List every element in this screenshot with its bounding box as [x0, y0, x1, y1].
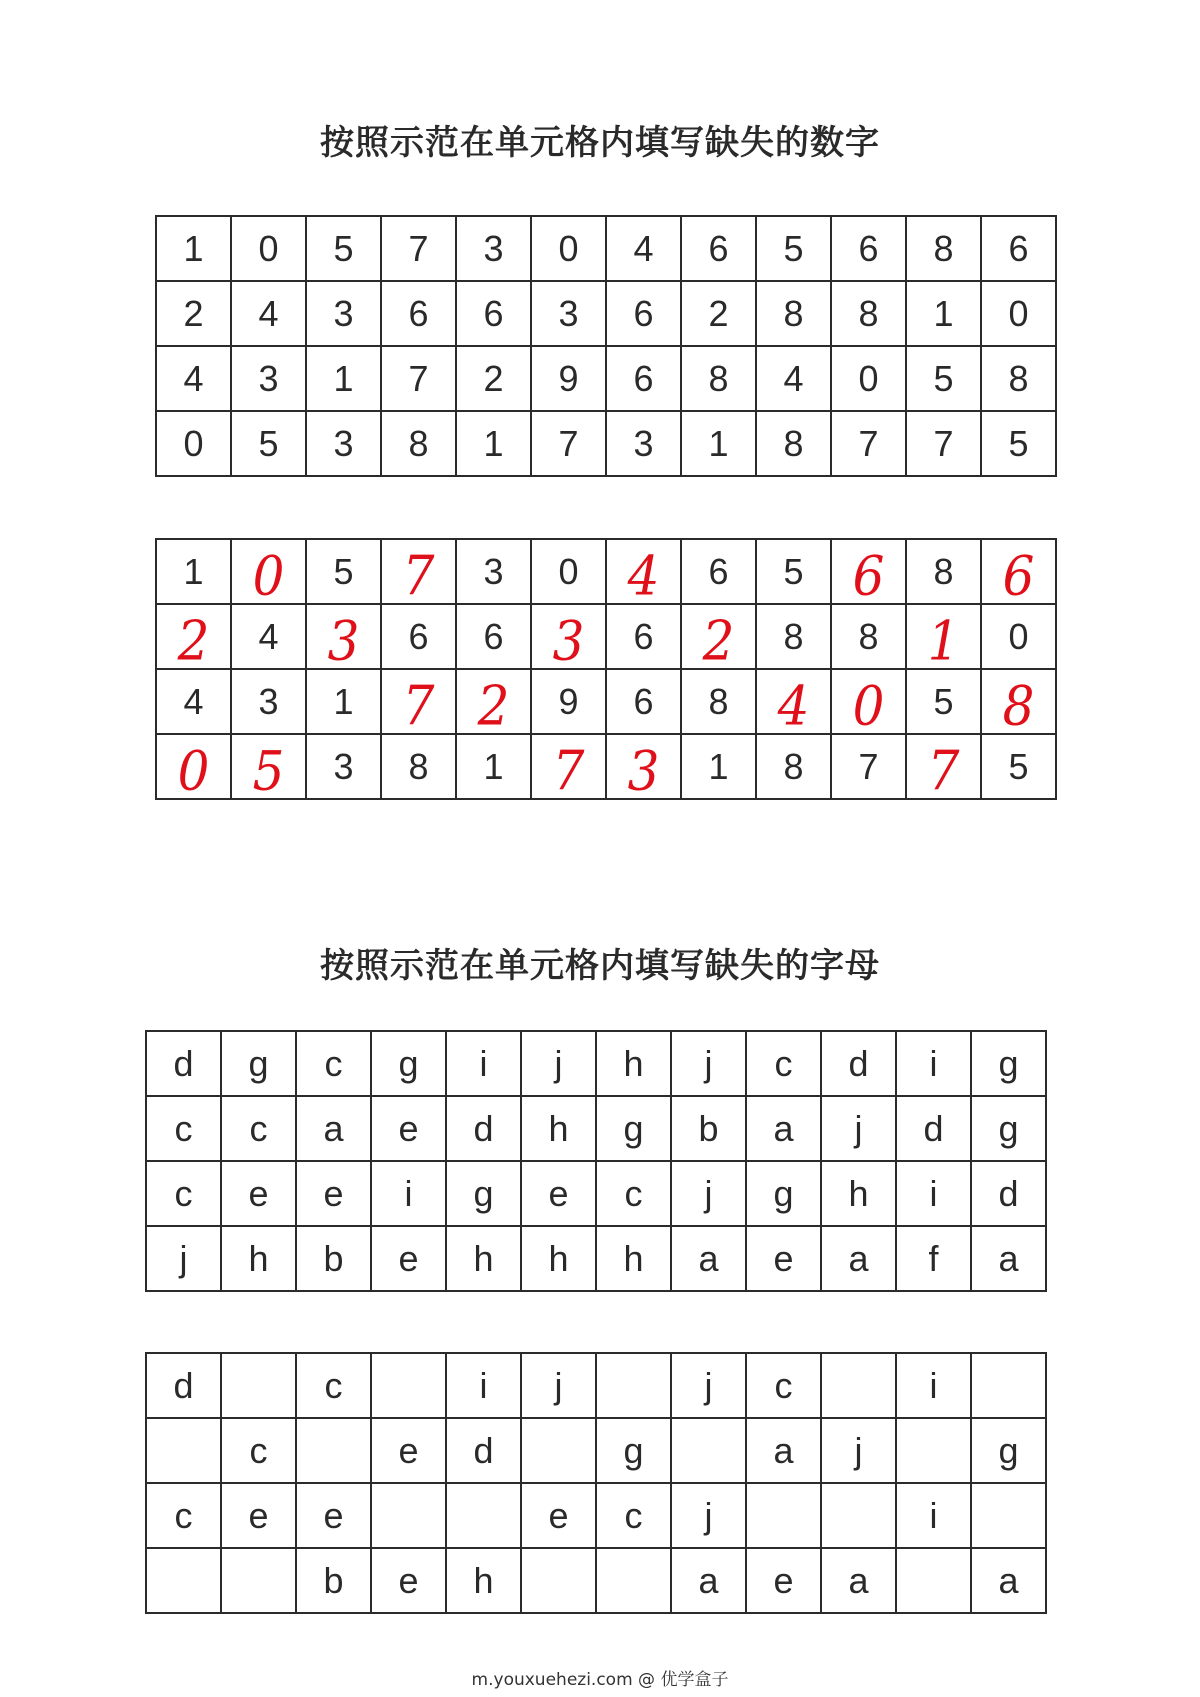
letters-example-grid — [145, 1030, 1047, 1292]
grid-cell: a — [746, 1096, 821, 1161]
grid-cell — [231, 734, 306, 802]
grid-cell: 4 — [231, 281, 306, 346]
grid-cell — [756, 669, 831, 737]
grid-cell: 8 — [756, 734, 831, 799]
grid-cell: 5 — [906, 346, 981, 411]
grid-cell: g — [971, 1031, 1046, 1096]
grid-cell: i — [371, 1161, 446, 1226]
grid-cell: 1 — [156, 539, 231, 604]
grid-cell: j — [821, 1418, 896, 1483]
grid-cell — [156, 604, 231, 672]
grid-cell: 3 — [606, 411, 681, 476]
grid-cell — [146, 1418, 221, 1483]
grid-cell: 0 — [831, 346, 906, 411]
grid-cell — [146, 1548, 221, 1613]
grid-cell: 7 — [906, 411, 981, 476]
grid-cell: 8 — [756, 281, 831, 346]
grid-cell: 4 — [606, 216, 681, 281]
grid-cell: d — [971, 1161, 1046, 1226]
grid-cell — [821, 1483, 896, 1548]
grid-cell: e — [371, 1226, 446, 1291]
grid-cell: j — [671, 1031, 746, 1096]
grid-cell — [231, 539, 306, 607]
grid-cell: 8 — [831, 604, 906, 669]
grid-cell: 8 — [381, 734, 456, 799]
grid-cell: 8 — [981, 346, 1056, 411]
grid-cell: 6 — [606, 669, 681, 734]
grid-cell — [981, 669, 1056, 737]
grid-cell — [831, 669, 906, 737]
grid-cell: c — [296, 1353, 371, 1418]
grid-cell: g — [446, 1161, 521, 1226]
grid-cell: b — [296, 1226, 371, 1291]
grid-cell: 0 — [531, 216, 606, 281]
grid-cell: d — [146, 1353, 221, 1418]
grid-cell: 1 — [306, 346, 381, 411]
grid-cell: i — [446, 1353, 521, 1418]
grid-cell: 3 — [231, 346, 306, 411]
letters-exercise-grid — [145, 1352, 1047, 1614]
grid-cell: 1 — [681, 411, 756, 476]
grid-cell: c — [146, 1161, 221, 1226]
numbers-example-row — [156, 411, 1056, 476]
grid-cell: c — [146, 1483, 221, 1548]
grid-cell: 1 — [456, 411, 531, 476]
handwritten-answer: 7 — [927, 739, 960, 802]
grid-cell — [296, 1418, 371, 1483]
handwritten-answer: 4 — [627, 544, 660, 607]
grid-cell: h — [521, 1226, 596, 1291]
grid-cell — [521, 1548, 596, 1613]
grid-cell — [531, 604, 606, 672]
grid-cell — [831, 539, 906, 607]
grid-cell: 8 — [756, 604, 831, 669]
grid-cell: 3 — [306, 411, 381, 476]
grid-cell: 7 — [831, 411, 906, 476]
grid-cell: j — [671, 1353, 746, 1418]
grid-cell: c — [221, 1096, 296, 1161]
grid-cell — [521, 1418, 596, 1483]
grid-cell: j — [671, 1483, 746, 1548]
grid-cell — [606, 539, 681, 607]
grid-cell — [596, 1548, 671, 1613]
grid-cell: g — [746, 1161, 821, 1226]
grid-cell: f — [896, 1226, 971, 1291]
numbers-exercise-row — [156, 734, 1056, 799]
grid-cell: 2 — [456, 346, 531, 411]
grid-cell: g — [371, 1031, 446, 1096]
handwritten-answer: 5 — [252, 739, 285, 802]
grid-cell: j — [521, 1353, 596, 1418]
handwritten-answer: 0 — [852, 674, 885, 737]
grid-cell: 9 — [531, 669, 606, 734]
grid-cell — [531, 734, 606, 802]
grid-cell: d — [446, 1096, 521, 1161]
grid-cell — [381, 669, 456, 737]
grid-cell: 7 — [381, 216, 456, 281]
grid-cell: a — [746, 1418, 821, 1483]
grid-cell: 5 — [906, 669, 981, 734]
grid-cell — [221, 1353, 296, 1418]
grid-cell: 5 — [981, 411, 1056, 476]
grid-cell: 3 — [531, 281, 606, 346]
grid-cell: c — [296, 1031, 371, 1096]
grid-cell: i — [896, 1161, 971, 1226]
numbers-exercise-grid — [155, 538, 1057, 800]
grid-cell: 7 — [531, 411, 606, 476]
grid-cell — [906, 604, 981, 672]
grid-cell: c — [146, 1096, 221, 1161]
handwritten-answer: 3 — [552, 609, 585, 672]
grid-cell: a — [971, 1226, 1046, 1291]
grid-cell — [971, 1353, 1046, 1418]
grid-cell — [446, 1483, 521, 1548]
grid-cell: e — [371, 1418, 446, 1483]
grid-cell: b — [671, 1096, 746, 1161]
letters-example-row — [146, 1161, 1046, 1226]
grid-cell: e — [296, 1161, 371, 1226]
handwritten-answer: 7 — [402, 674, 435, 737]
grid-cell: i — [446, 1031, 521, 1096]
grid-cell — [156, 734, 231, 802]
grid-cell: 8 — [756, 411, 831, 476]
handwritten-answer: 0 — [252, 544, 285, 607]
grid-cell — [371, 1483, 446, 1548]
grid-cell: h — [446, 1548, 521, 1613]
grid-cell: c — [596, 1161, 671, 1226]
grid-cell: j — [821, 1096, 896, 1161]
grid-cell: 3 — [306, 734, 381, 799]
grid-cell: 0 — [156, 411, 231, 476]
grid-cell: c — [596, 1483, 671, 1548]
handwritten-answer: 7 — [552, 739, 585, 802]
grid-cell: 5 — [756, 539, 831, 604]
grid-cell — [896, 1418, 971, 1483]
grid-cell: a — [671, 1226, 746, 1291]
grid-cell: 5 — [231, 411, 306, 476]
grid-cell — [746, 1483, 821, 1548]
grid-cell: e — [371, 1548, 446, 1613]
grid-cell: 1 — [681, 734, 756, 799]
numbers-example-row — [156, 281, 1056, 346]
footer-credit: m.youxuehezi.com @ 优学盒子 — [471, 1670, 729, 1690]
grid-cell: 6 — [831, 216, 906, 281]
numbers-example-row — [156, 346, 1056, 411]
letters-title: 按照示范在单元格内填写缺失的字母 — [320, 946, 880, 986]
grid-cell: a — [296, 1096, 371, 1161]
letters-example-row — [146, 1226, 1046, 1291]
grid-cell: 5 — [306, 539, 381, 604]
grid-cell: e — [521, 1161, 596, 1226]
grid-cell — [596, 1353, 671, 1418]
grid-cell: 0 — [231, 216, 306, 281]
grid-cell — [456, 669, 531, 737]
grid-cell: e — [521, 1483, 596, 1548]
grid-cell: 9 — [531, 346, 606, 411]
grid-cell: g — [971, 1096, 1046, 1161]
grid-cell: j — [671, 1161, 746, 1226]
grid-cell — [671, 1418, 746, 1483]
handwritten-answer: 2 — [477, 674, 510, 737]
grid-cell: 4 — [231, 604, 306, 669]
grid-cell: b — [296, 1548, 371, 1613]
grid-cell: e — [746, 1226, 821, 1291]
grid-cell: 6 — [381, 604, 456, 669]
grid-cell: 5 — [981, 734, 1056, 799]
grid-cell: d — [446, 1418, 521, 1483]
grid-cell: c — [221, 1418, 296, 1483]
grid-cell: 7 — [381, 346, 456, 411]
grid-cell: 1 — [906, 281, 981, 346]
grid-cell — [821, 1353, 896, 1418]
grid-cell: 6 — [456, 604, 531, 669]
grid-cell: g — [596, 1096, 671, 1161]
grid-cell: a — [971, 1548, 1046, 1613]
grid-cell: 1 — [456, 734, 531, 799]
grid-cell: 8 — [906, 539, 981, 604]
handwritten-answer: 3 — [627, 739, 660, 802]
grid-cell — [971, 1483, 1046, 1548]
grid-cell — [981, 539, 1056, 607]
grid-cell: 7 — [831, 734, 906, 799]
grid-cell: 8 — [906, 216, 981, 281]
grid-cell — [681, 604, 756, 672]
grid-cell — [306, 604, 381, 672]
grid-cell: a — [821, 1226, 896, 1291]
letters-example-row — [146, 1096, 1046, 1161]
grid-cell: 6 — [981, 216, 1056, 281]
grid-cell — [606, 734, 681, 802]
grid-cell: j — [146, 1226, 221, 1291]
grid-cell: d — [146, 1031, 221, 1096]
grid-cell: h — [596, 1226, 671, 1291]
numbers-exercise-row — [156, 604, 1056, 669]
grid-cell: h — [821, 1161, 896, 1226]
grid-cell: j — [521, 1031, 596, 1096]
grid-cell: h — [596, 1031, 671, 1096]
grid-cell: 4 — [756, 346, 831, 411]
grid-cell: 1 — [156, 216, 231, 281]
handwritten-answer: 3 — [327, 609, 360, 672]
grid-cell — [371, 1353, 446, 1418]
numbers-exercise-row — [156, 539, 1056, 604]
grid-cell: g — [596, 1418, 671, 1483]
grid-cell: 8 — [681, 669, 756, 734]
grid-cell: g — [221, 1031, 296, 1096]
grid-cell: 6 — [681, 539, 756, 604]
handwritten-answer: 0 — [177, 739, 210, 802]
grid-cell: c — [746, 1353, 821, 1418]
grid-cell: e — [221, 1161, 296, 1226]
handwritten-answer: 7 — [402, 544, 435, 607]
grid-cell: c — [746, 1031, 821, 1096]
letters-exercise-row — [146, 1548, 1046, 1613]
grid-cell: g — [971, 1418, 1046, 1483]
grid-cell: i — [896, 1483, 971, 1548]
grid-cell: 3 — [456, 216, 531, 281]
grid-cell — [221, 1548, 296, 1613]
grid-cell: e — [746, 1548, 821, 1613]
letters-exercise-row — [146, 1353, 1046, 1418]
grid-cell: 3 — [231, 669, 306, 734]
grid-cell: 4 — [156, 346, 231, 411]
grid-cell: 5 — [756, 216, 831, 281]
grid-cell: 8 — [381, 411, 456, 476]
handwritten-answer: 2 — [702, 609, 735, 672]
grid-cell: 8 — [681, 346, 756, 411]
letters-exercise-row — [146, 1418, 1046, 1483]
grid-cell: 0 — [981, 281, 1056, 346]
grid-cell: h — [521, 1096, 596, 1161]
grid-cell: 2 — [156, 281, 231, 346]
grid-cell — [906, 734, 981, 802]
numbers-exercise-row — [156, 669, 1056, 734]
grid-cell: a — [821, 1548, 896, 1613]
handwritten-answer: 6 — [1002, 544, 1035, 607]
grid-cell: d — [896, 1096, 971, 1161]
handwritten-answer: 8 — [1002, 674, 1035, 737]
grid-cell: 0 — [531, 539, 606, 604]
grid-cell: i — [896, 1031, 971, 1096]
letters-example-row — [146, 1031, 1046, 1096]
grid-cell: 6 — [606, 281, 681, 346]
grid-cell: h — [221, 1226, 296, 1291]
grid-cell: e — [296, 1483, 371, 1548]
grid-cell: d — [821, 1031, 896, 1096]
grid-cell — [896, 1548, 971, 1613]
grid-cell: 6 — [681, 216, 756, 281]
grid-cell: 5 — [306, 216, 381, 281]
grid-cell: 0 — [981, 604, 1056, 669]
grid-cell: h — [446, 1226, 521, 1291]
numbers-example-grid — [155, 215, 1057, 477]
grid-cell: 3 — [306, 281, 381, 346]
grid-cell: 3 — [456, 539, 531, 604]
grid-cell: 6 — [456, 281, 531, 346]
grid-cell: e — [221, 1483, 296, 1548]
grid-cell: 1 — [306, 669, 381, 734]
handwritten-answer: 2 — [177, 609, 210, 672]
numbers-example-row — [156, 216, 1056, 281]
grid-cell: 4 — [156, 669, 231, 734]
grid-cell: 2 — [681, 281, 756, 346]
numbers-title: 按照示范在单元格内填写缺失的数字 — [320, 123, 880, 163]
handwritten-answer: 6 — [852, 544, 885, 607]
grid-cell: e — [371, 1096, 446, 1161]
grid-cell — [381, 539, 456, 607]
grid-cell: i — [896, 1353, 971, 1418]
grid-cell: 6 — [606, 604, 681, 669]
grid-cell: 6 — [606, 346, 681, 411]
grid-cell: a — [671, 1548, 746, 1613]
handwritten-answer: 4 — [777, 674, 810, 737]
grid-cell: 8 — [831, 281, 906, 346]
handwritten-answer: 1 — [927, 609, 960, 672]
letters-exercise-row — [146, 1483, 1046, 1548]
grid-cell: 6 — [381, 281, 456, 346]
